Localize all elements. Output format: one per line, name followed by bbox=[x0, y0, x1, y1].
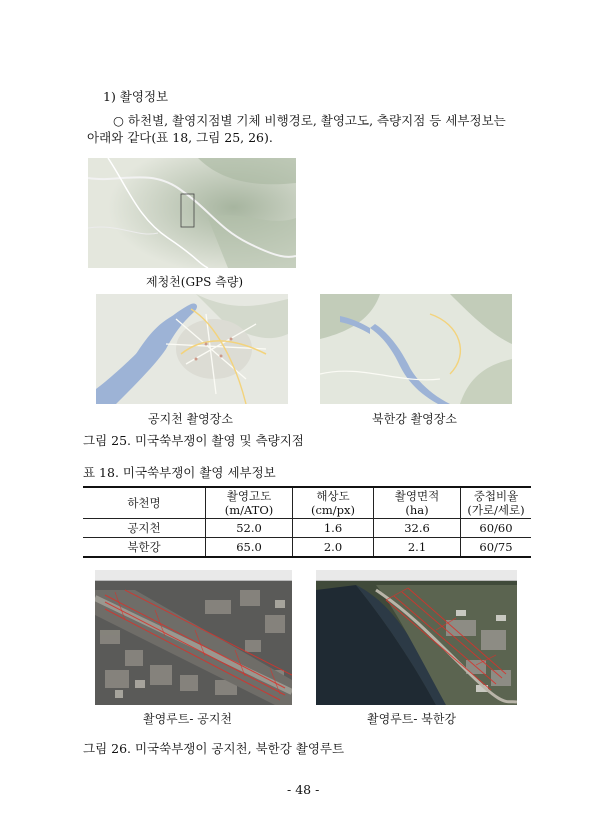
header-overlap: 중첩비율 (가로/세로) bbox=[461, 487, 532, 519]
figure25-caption: 그림 25. 미국쑥부쟁이 촬영 및 측량지점 bbox=[83, 433, 304, 448]
cell-area: 32.6 bbox=[374, 519, 461, 538]
intro-line-1: ○ 하천별, 촬영지점별 기체 비행경로, 촬영고도, 측량지점 등 세부정보는 bbox=[113, 113, 506, 128]
map1-caption: 제청천(GPS 측량) bbox=[146, 275, 244, 289]
table-row bbox=[83, 538, 531, 558]
cell-area: 2.1 bbox=[374, 538, 461, 558]
page-number: - 48 - bbox=[287, 782, 320, 797]
route-software-toolbar bbox=[316, 570, 517, 581]
map3-caption: 북한강 촬영장소 bbox=[372, 412, 457, 426]
cell-resolution: 2.0 bbox=[293, 538, 374, 558]
section-title: 1) 촬영정보 bbox=[103, 89, 169, 104]
cell-overlap: 60/60 bbox=[461, 519, 532, 538]
route-left-caption: 촬영루트- 공지천 bbox=[143, 712, 233, 726]
cell-altitude: 52.0 bbox=[206, 519, 293, 538]
cell-overlap: 60/75 bbox=[461, 538, 532, 558]
intro-line-2: 아래와 같다(표 18, 그림 25, 26). bbox=[87, 130, 273, 145]
cell-resolution: 1.6 bbox=[293, 519, 374, 538]
gongjicheon-map bbox=[96, 294, 288, 404]
route-software-toolbar bbox=[95, 570, 292, 581]
cell-river: 북한강 bbox=[83, 538, 206, 558]
header-altitude: 촬영고도 (m/ATO) bbox=[206, 487, 293, 519]
header-resolution: 해상도 (cm/px) bbox=[293, 487, 374, 519]
table18 bbox=[83, 486, 531, 558]
table-header-row bbox=[83, 487, 531, 519]
header-river: 하천명 bbox=[83, 487, 206, 519]
gongjicheon-route-image bbox=[95, 570, 292, 705]
cell-river: 공지천 bbox=[83, 519, 206, 538]
bukhangang-route-image bbox=[316, 570, 517, 705]
jecheongcheon-map bbox=[88, 158, 296, 268]
figure26-caption: 그림 26. 미국쑥부쟁이 공지천, 북한강 촬영루트 bbox=[83, 741, 345, 756]
map2-caption: 공지천 촬영장소 bbox=[148, 412, 233, 426]
bukhangang-map bbox=[320, 294, 512, 404]
route-right-caption: 촬영루트- 북한강 bbox=[367, 712, 457, 726]
header-area: 촬영면적 (ha) bbox=[374, 487, 461, 519]
table18-caption: 표 18. 미국쑥부쟁이 촬영 세부정보 bbox=[83, 465, 276, 480]
cell-altitude: 65.0 bbox=[206, 538, 293, 558]
table-row bbox=[83, 519, 531, 538]
